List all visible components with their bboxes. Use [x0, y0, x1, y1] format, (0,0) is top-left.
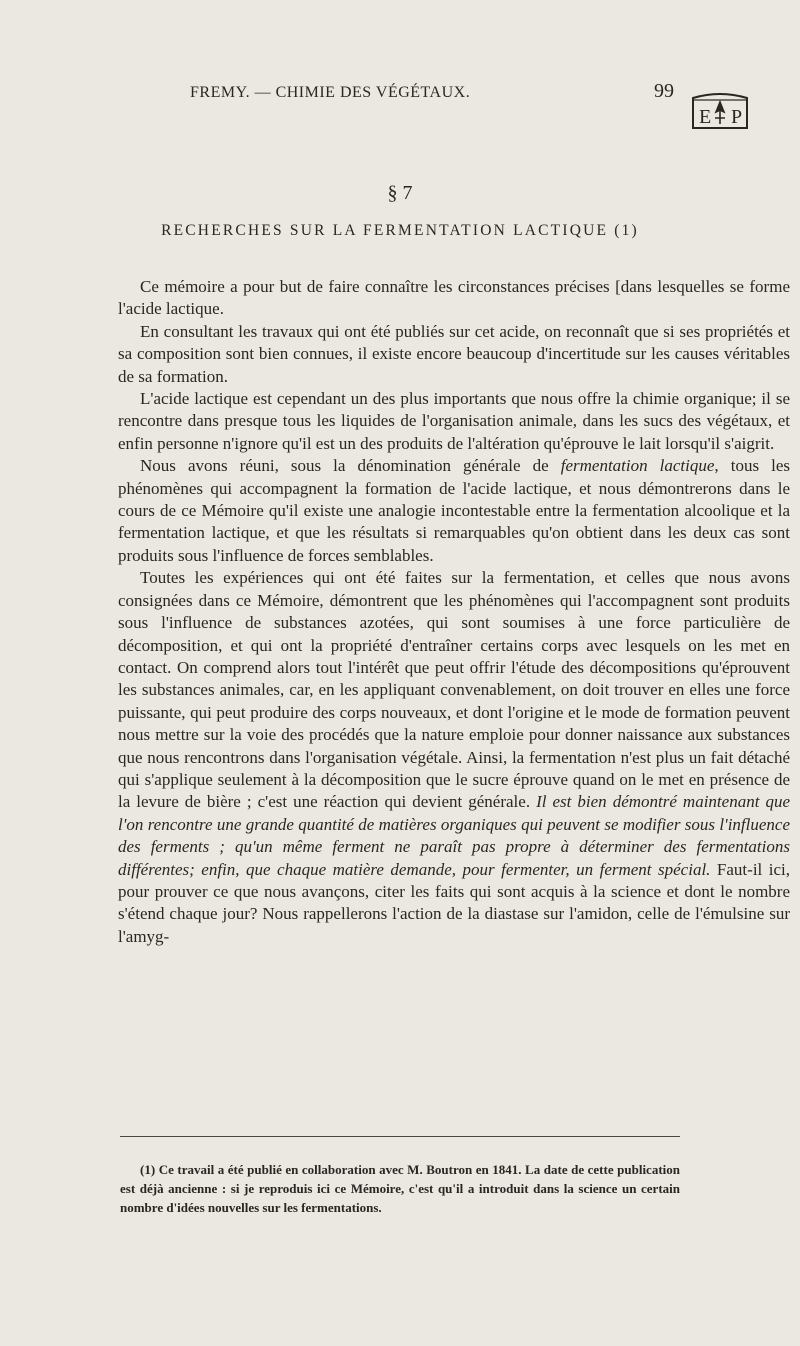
chapter-heading: RECHERCHES SUR LA FERMENTATION LACTIQUE (1)	[161, 222, 639, 239]
svg-text:P: P	[731, 106, 743, 128]
paragraph-text: , tous les phénomènes qui accompagnent la formation de l'acide lactique, et nous démontrerons dans le cours de ce Mémoire qu'il existe une analogie incontestable entre la fermentation alcoolique et la fermentation lactique, et que les résultats si remarquables qu'on obtient dans les deux cas sont produits sous l'influence de forces semblables.	[118, 456, 790, 565]
paragraph-text: Nous avons réuni, sous la dénomination générale de	[140, 456, 561, 476]
footnote	[120, 1160, 680, 1217]
page-number: 99	[654, 80, 674, 102]
paragraph	[118, 567, 790, 948]
section-number: § 7	[387, 182, 413, 204]
running-head: FREMY. — CHIMIE DES VÉGÉTAUX.	[190, 84, 471, 101]
footnote-text: (1) Ce travail a été publié en collaboration avec M. Boutron en 1841. La date de cette publication est déjà ancienne : si je reproduis ici ce Mémoire, c'est qu'il a introduit dans la science un certain nombre d'idées nouvelles sur les fermentations.	[120, 1162, 680, 1215]
svg-text:E: E	[699, 106, 712, 128]
italic-term: fermentation lactique	[560, 456, 715, 476]
italic-passage: Il est bien démontré maintenant que l'on rencontre une grande quantité de matières organiques qui peuvent se modifier sous l'influence des ferments ; qu'un même ferment ne paraît pas propre à déterminer des fermentations différentes; enfin, que chaque matière demande, pour fermenter, un ferment spécial.	[118, 792, 790, 879]
paragraph: En consultant les travaux qui ont été publiés sur cet acide, on reconnaît que si ses propriétés et sa composition sont bien connues, il existe encore beaucoup d'incertitude sur les causes véritables de sa formation.	[118, 321, 790, 386]
library-stamp-icon	[689, 88, 751, 132]
paragraph	[118, 455, 790, 567]
footnote-divider	[120, 1136, 680, 1137]
body-text	[118, 276, 790, 948]
paragraph-text: Faut-il ici, pour prouver ce que nous avançons, citer les faits qui sont acquis à la science et dont le nombre s'étend chaque jour? Nous rappellerons l'action de la diastase sur l'amidon, celle de l'émulsine sur l'amyg-	[118, 859, 790, 946]
paragraph: L'acide lactique est cependant un des plus importants que nous offre la chimie organique; il se rencontre dans presque tous les liquides de l'organisation animale, dans les sucs des végétaux, et enfin personne n'ignore qu'il est un des produits de l'altération qu'éprouve le lait lorsqu'il s'aigrit.	[118, 389, 790, 453]
paragraph-text: Toutes les expériences qui ont été faites sur la fermentation, et celles que nous avons consignées dans ce Mémoire, démontrent que les phénomènes qui l'accompagnent sont produits sous l'influence de substances azotées, qui sont soumises à une force particulière de décomposition, et qui ont la propriété d'entraîner certains corps avec lesquels on les met en contact. On comprend alors tout l'intérêt que peut offrir l'étude des décompositions qu'éprouvent les substances animales, car, en les appliquant convenablement, on doit trouver en elles une force puissante, qui peut produire des corps nouveaux, et dont l'origine et le mode de formation peuvent nous mettre sur la voie des procédés que la nature emploie pour donner naissance aux substances que nous rencontrons dans l'organisation végétale. Ainsi, la fermentation n'est plus un fait détaché qui s'applique seulement à la décomposition que le sucre éprouve quand on le met en présence de la levure de bière ; c'est une réaction qui devient générale.	[118, 568, 790, 812]
paragraph: Ce mémoire a pour but de faire connaître les circonstances précises [dans lesquelles se forme l'acide lactique.	[118, 277, 790, 319]
